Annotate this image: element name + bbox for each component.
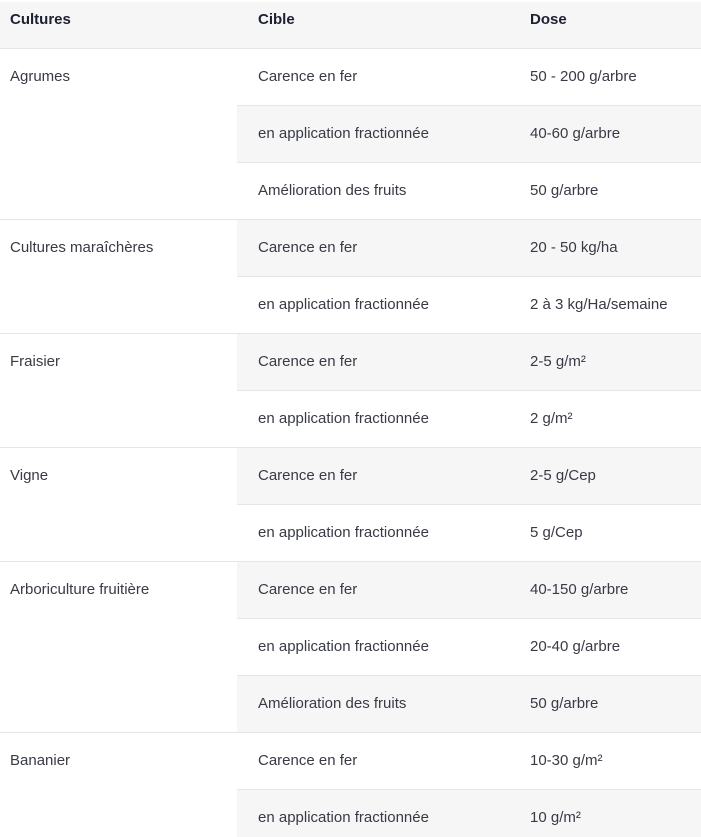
dose-cell: 10-30 g/m²	[509, 733, 701, 790]
dose-cell: 40-60 g/arbre	[509, 106, 701, 163]
dose-cell: 2 g/m²	[509, 391, 701, 448]
table-row	[0, 562, 701, 619]
dose-cell: 50 g/arbre	[509, 163, 701, 220]
cible-cell: en application fractionnée	[237, 790, 509, 837]
table-row	[0, 733, 701, 790]
culture-cell: Bananier	[0, 733, 237, 837]
cible-cell: en application fractionnée	[237, 391, 509, 448]
column-header-dose: Dose	[509, 2, 701, 49]
dosage-table	[0, 2, 701, 837]
cible-cell: en application fractionnée	[237, 106, 509, 163]
table-row	[0, 448, 701, 505]
cible-cell: en application fractionnée	[237, 277, 509, 334]
cible-cell: Carence en fer	[237, 562, 509, 619]
cible-cell: Carence en fer	[237, 334, 509, 391]
culture-cell: Agrumes	[0, 49, 237, 220]
dose-cell: 5 g/Cep	[509, 505, 701, 562]
culture-cell: Vigne	[0, 448, 237, 562]
cible-cell: Carence en fer	[237, 220, 509, 277]
cible-cell: Carence en fer	[237, 49, 509, 106]
table-row	[0, 220, 701, 277]
dose-cell: 10 g/m²	[509, 790, 701, 837]
dose-cell: 40-150 g/arbre	[509, 562, 701, 619]
cible-cell: Carence en fer	[237, 448, 509, 505]
table-row	[0, 49, 701, 106]
dose-cell: 2-5 g/m²	[509, 334, 701, 391]
table-header-row	[0, 2, 701, 49]
column-header-cible: Cible	[237, 2, 509, 49]
table-row	[0, 334, 701, 391]
dose-cell: 2-5 g/Cep	[509, 448, 701, 505]
column-header-cultures: Cultures	[0, 2, 237, 49]
dose-cell: 20-40 g/arbre	[509, 619, 701, 676]
culture-cell: Cultures maraîchères	[0, 220, 237, 334]
dose-cell: 20 - 50 kg/ha	[509, 220, 701, 277]
cible-cell: Amélioration des fruits	[237, 676, 509, 733]
cible-cell: en application fractionnée	[237, 619, 509, 676]
culture-cell: Fraisier	[0, 334, 237, 448]
dose-cell: 50 g/arbre	[509, 676, 701, 733]
culture-cell: Arboriculture fruitière	[0, 562, 237, 733]
cible-cell: Amélioration des fruits	[237, 163, 509, 220]
cible-cell: Carence en fer	[237, 733, 509, 790]
cible-cell: en application fractionnée	[237, 505, 509, 562]
dose-cell: 2 à 3 kg/Ha/semaine	[509, 277, 701, 334]
dose-cell: 50 - 200 g/arbre	[509, 49, 701, 106]
